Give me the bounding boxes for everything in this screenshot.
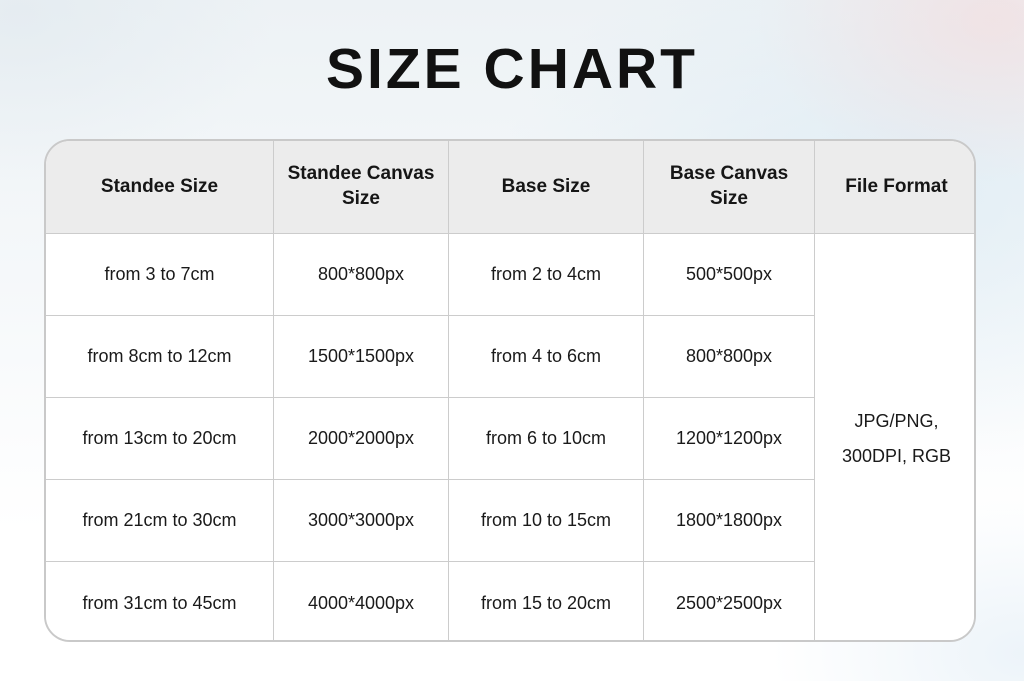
file-format-line2: 300DPI, RGB: [841, 446, 952, 466]
cell-base-size: from 10 to 15cm: [449, 480, 644, 562]
cell-base-canvas-size: 2500*2500px: [644, 562, 815, 642]
cell-standee-size: from 31cm to 45cm: [46, 562, 274, 642]
cell-standee-canvas-size: 4000*4000px: [274, 562, 449, 642]
cell-base-canvas-size: 500*500px: [644, 234, 815, 316]
cell-standee-canvas-size: 3000*3000px: [274, 480, 449, 562]
cell-base-canvas-size: 1800*1800px: [644, 480, 815, 562]
cell-base-canvas-size: 800*800px: [644, 316, 815, 398]
cell-standee-size: from 3 to 7cm: [46, 234, 274, 316]
page-title: SIZE CHART: [326, 37, 698, 101]
column-header-base-canvas-size: Base Canvas Size: [644, 141, 815, 234]
column-header-standee-canvas-size: Standee Canvas Size: [274, 141, 449, 234]
cell-base-size: from 15 to 20cm: [449, 562, 644, 642]
cell-standee-canvas-size: 1500*1500px: [274, 316, 449, 398]
column-header-file-format: File Format: [815, 141, 976, 234]
cell-base-size: from 6 to 10cm: [449, 398, 644, 480]
cell-standee-canvas-size: 800*800px: [274, 234, 449, 316]
cell-base-size: from 4 to 6cm: [449, 316, 644, 398]
column-header-base-size: Base Size: [449, 141, 644, 234]
cell-file-format: [815, 234, 976, 642]
file-format-line1: JPG/PNG,: [854, 411, 939, 432]
cell-standee-size: from 8cm to 12cm: [46, 316, 274, 398]
cell-base-size: from 2 to 4cm: [449, 234, 644, 316]
size-chart-table: [44, 139, 976, 642]
column-header-standee-size: Standee Size: [46, 141, 274, 234]
cell-standee-size: from 13cm to 20cm: [46, 398, 274, 480]
cell-base-canvas-size: 1200*1200px: [644, 398, 815, 480]
cell-standee-size: from 21cm to 30cm: [46, 480, 274, 562]
cell-standee-canvas-size: 2000*2000px: [274, 398, 449, 480]
